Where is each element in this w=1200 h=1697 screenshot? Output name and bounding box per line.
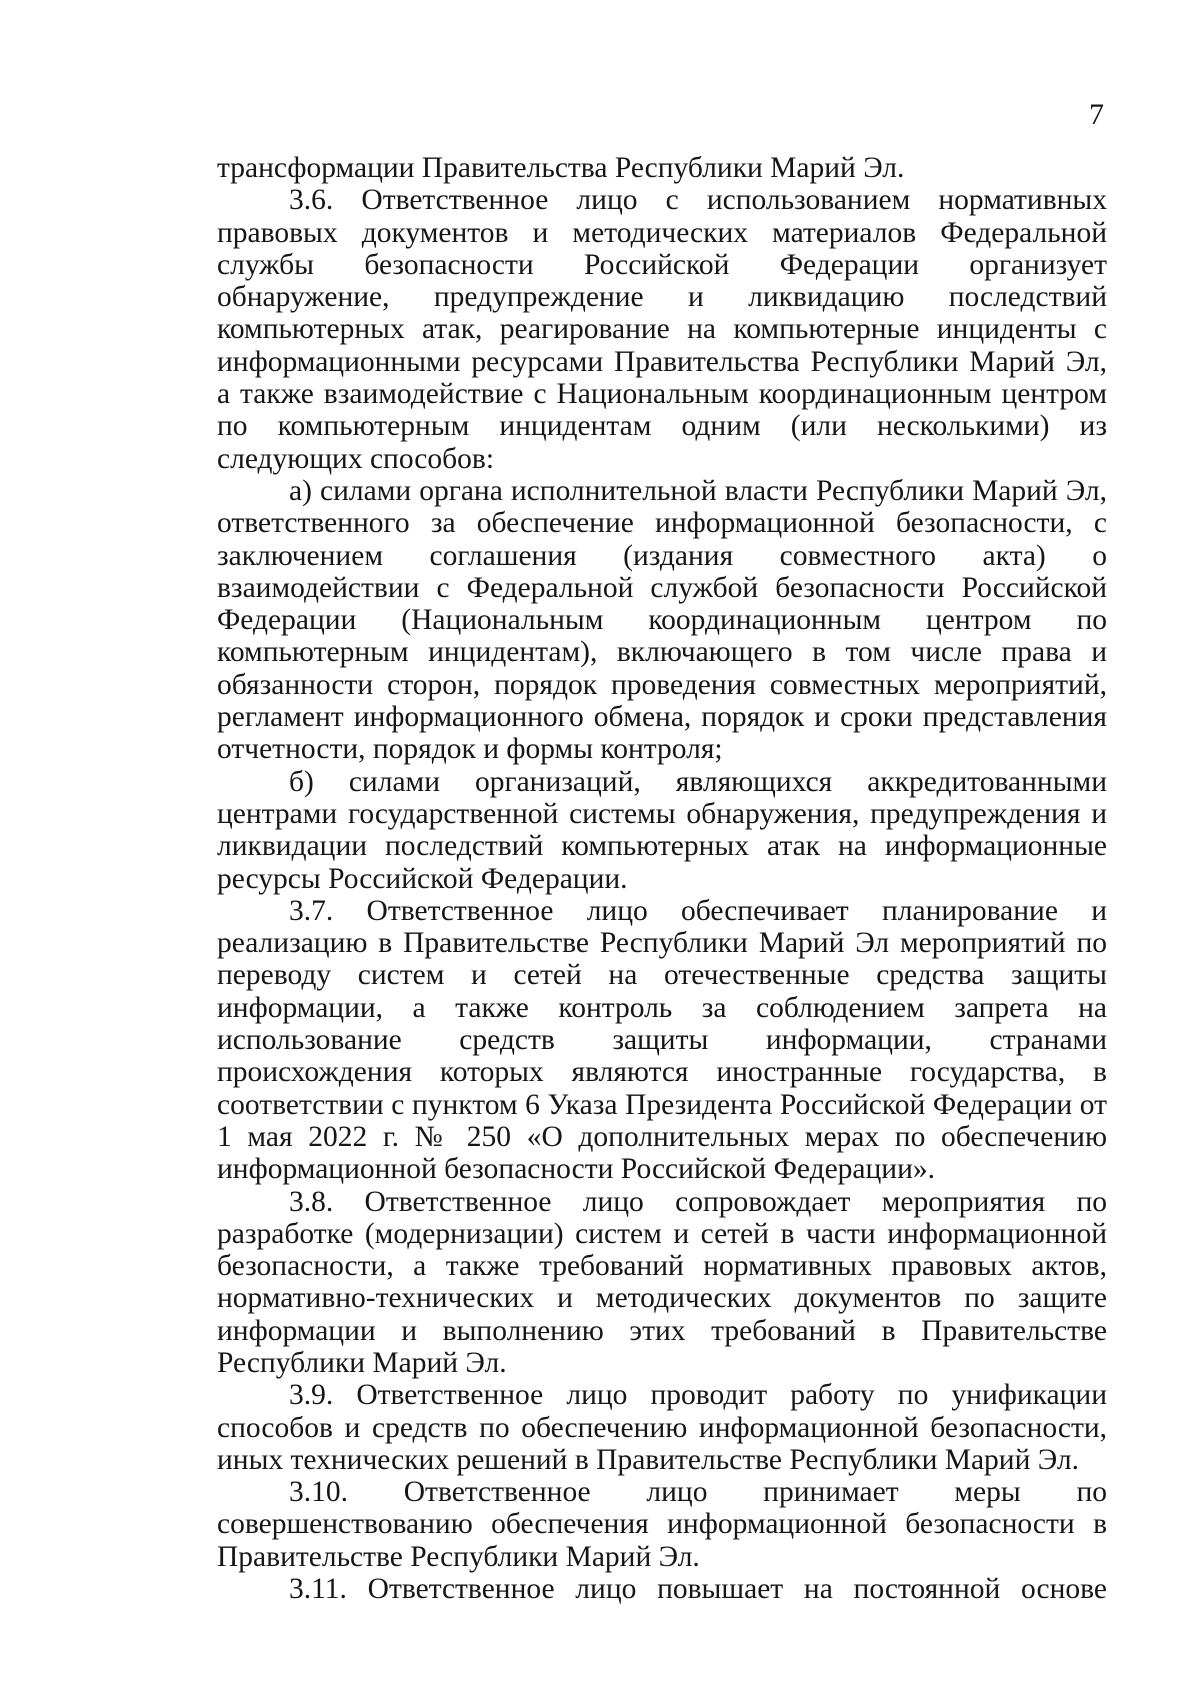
paragraph-continuation: трансформации Правительства Республики Марий Эл.	[217, 152, 905, 184]
paragraph-3-7: 3.7. Ответственное лицо обеспечивает планирование и реализацию в Правительстве Республики Марий Эл мероприятий по переводу систем и сетей на отечественные средства защиты информации, а также контроль за соблюдением запрета на использование средств защиты информации, странами происхождения которых являются иностранные государства, в соответствии с пунктом 6 Указа Президента Российской Федерации от 1 мая 2022 г. № 250 «О дополнительных мерах по обеспечению информационной безопасности Российской Федерации».	[217, 894, 1107, 1186]
page-number: 7	[1089, 98, 1104, 131]
document-body	[217, 152, 1107, 1605]
paragraph-3-6-a: а) силами органа исполнительной власти Республики Марий Эл, ответственного за обеспечение информационной безопасности, с заключением соглашения (издания совместного акта) о взаимодействии с Федеральной службой безопасности Российской Федерации (Национальным координационным центром по компьютерным инцидентам), включающего в том числе права и обязанности сторон, порядок проведения совместных мероприятий, регламент информационного обмена, порядок и сроки представления отчетности, порядок и формы контроля;	[217, 474, 1107, 766]
paragraph-3-6: 3.6. Ответственное лицо с использованием нормативных правовых документов и методических материалов Федеральной службы безопасности Российской Федерации организует обнаружение, предупреждение и ликвидацию последствий компьютерных атак, реагирование на компьютерные инциденты с информационными ресурсами Правительства Республики Марий Эл, а также взаимодействие с Национальным координационным центром по компьютерным инцидентам одним (или несколькими) из следующих способов:	[217, 184, 1107, 475]
paragraph-3-10: 3.10. Ответственное лицо принимает меры по совершенствованию обеспечения информационной безопасности в Правительстве Республики Марий Эл.	[217, 1476, 1107, 1573]
paragraph-3-9: 3.9. Ответственное лицо проводит работу по унификации способов и средств по обеспечению информационной безопасности, иных технических решений в Правительстве Республики Марий Эл.	[217, 1379, 1107, 1476]
paragraph-3-8: 3.8. Ответственное лицо сопровождает мероприятия по разработке (модернизации) систем и сетей в части информационной безопасности, а также требований нормативных правовых актов, нормативно-технических и методических документов по защите информации и выполнению этих требований в Правительстве Республики Марий Эл.	[217, 1185, 1107, 1379]
paragraph-3-6-b: б) силами организаций, являющихся аккредитованными центрами государственной системы обнаружения, предупреждения и ликвидации последствий компьютерных атак на информационные ресурсы Российской Федерации.	[217, 765, 1107, 895]
paragraph-3-11: 3.11. Ответственное лицо повышает на постоянной основе	[289, 1573, 1107, 1606]
